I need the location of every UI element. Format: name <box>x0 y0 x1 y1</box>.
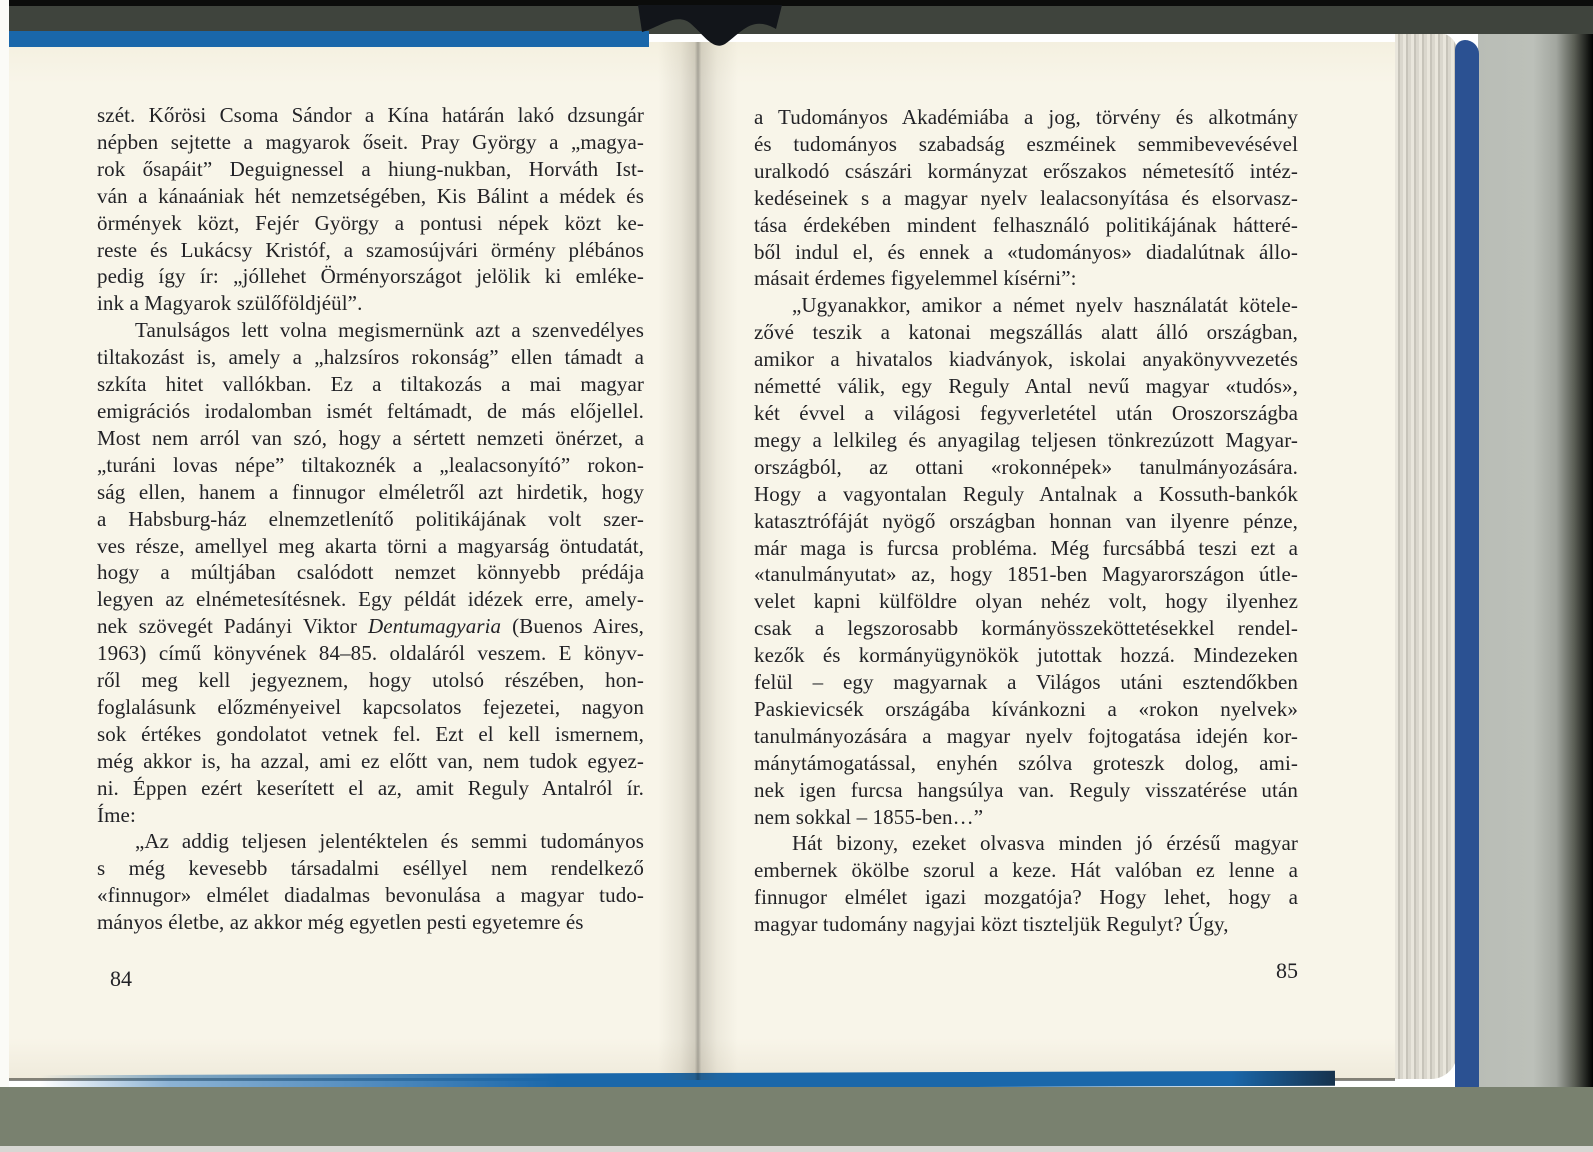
text-line: uralkodó császári kormányzat erőszakos németesítő intéz- <box>754 158 1298 183</box>
text-line: ság ellen, hanem a finnugor elméletről azt hirdetik, hogy <box>97 479 644 504</box>
text-line: még akkor is, ha azzal, ami ez előtt van, nem tudok egyez- <box>97 748 644 773</box>
text-line: velet kapni külföldre olyan nehéz volt, hogy ilyenhez <box>754 589 1298 614</box>
right-page-number: 85 <box>1276 958 1298 983</box>
text-line: tanulmányozására a magyar nyelv fojtogatása idején kor- <box>754 723 1298 748</box>
text-line: foglalásunk előzményeivel kapcsolatos fejezetei, nagyon <box>97 694 644 719</box>
text-line: pedig így ír: „jóllehet Örményországot jelölik ki emléke- <box>97 264 644 289</box>
text-line: magyar tudomány nagyjai közt tiszteljük Regulyt? Úgy, <box>754 912 1229 937</box>
text-line: rok ősapáit” Deguignessel a hiung-nukban, Horváth Ist- <box>97 156 644 181</box>
cover-right-edge <box>1455 40 1479 1102</box>
text-line: Hát bizony, ezeket olvasva minden jó érzésű magyar <box>792 831 1298 856</box>
text-line: Hogy a vagyontalan Reguly Antalnak a Kossuth-bankók <box>754 481 1298 506</box>
scan-bottom-strip <box>0 1146 1593 1152</box>
text-line: Paskievicsék országába kívánkozni a «rokon nyelvek» <box>754 696 1298 721</box>
text-line: németté válik, egy Reguly Antal nevű magyar «tudós», <box>754 374 1298 399</box>
text-line: csak a legszorosabb kormányösszeköttetésekkel rendel- <box>754 616 1298 641</box>
scan-left-edge <box>0 0 9 1090</box>
text-line: hogy a múltjában csalódott nemzet könnyebb prédája <box>97 560 644 585</box>
text-line: mányos életbe, az akkor még egyetlen pesti egyetemre és <box>97 910 584 935</box>
text-line: katasztrófáját nyögő országban honnan van ilyenre pénze, <box>754 508 1298 533</box>
text-line: ink a Magyarok szülőföldjéül”. <box>97 291 363 316</box>
right-page-text <box>754 104 1298 938</box>
text-line: megy a lelkileg és anyagilag teljesen tönkrezúzott Magyar- <box>754 427 1298 452</box>
text-line: és tudományos szabadság eszméinek semmibevevésével <box>754 131 1298 156</box>
text-line: «finnugor» elmélet diadalmas bevonulása a magyar tudo- <box>97 883 644 908</box>
text-line: nem sokkal – 1855-ben…” <box>754 804 984 829</box>
text-line: reste és Lukácsy Kristóf, a szamosújvári örmény plébános <box>97 237 644 262</box>
text-line: ván a kánaániak hét nemzetségében, Kis Bálint a médek és <box>97 183 644 208</box>
left-page-number: 84 <box>110 966 132 991</box>
text-line: nek igen furcsa hangsúlya van. Reguly visszatérése után <box>754 777 1298 802</box>
text-line: legyen az elnémetesítésnek. Egy példát idézek erre, amely- <box>97 587 644 612</box>
left-page-text <box>97 102 644 936</box>
text-line: Most nem arról van szó, hogy a sértett nemzeti önérzet, a <box>97 425 644 450</box>
cover-top-edge <box>9 6 1593 34</box>
text-line: s még kevesebb társadalmi eséllyel nem rendelkező <box>97 856 644 881</box>
text-line: amikor a hivatalos kiadványok, iskolai anyakönyvvezetés <box>754 347 1298 372</box>
text-line: kezők és kormányügynökök jutottak hozzá. Mindezeken <box>754 643 1298 668</box>
text-line: tása érdekében mindent felhasználó politikájának hátteré- <box>754 212 1298 237</box>
text-line: sok értékes gondolatot vetnek fel. Ezt el kell ismernem, <box>97 721 644 746</box>
scan-bottom-shadow <box>0 1087 1593 1146</box>
text-line: a Habsburg-ház elnemzetlenítő politikájának volt szer- <box>97 506 644 531</box>
text-line: ni. Éppen ezért keserített el az, amit Reguly Antalról ír. <box>97 775 644 800</box>
text-line: szkíta hitet vallókban. Ez a tiltakozás a mai magyar <box>97 372 644 397</box>
text-line: ről meg kell jegyeznem, hogy utolsó részében, hon- <box>97 668 644 693</box>
text-line: Íme: <box>97 802 136 827</box>
text-line: «tanulmányutat» az, hogy 1851-ben Magyarországon útle- <box>754 562 1298 587</box>
text-line: „Az addig teljesen jelentéktelen és semmi tudományos <box>135 829 644 854</box>
text-line: zővé teszik a katonai megszállás alatt álló országban, <box>754 320 1298 345</box>
cover-top-blue-stripe <box>9 31 649 47</box>
spine-gutter-shadow <box>658 42 738 1080</box>
text-line: „Ugyanakkor, amikor a német nyelv használatát kötele- <box>792 293 1298 318</box>
text-line: örmények közt, Fejér György a pontusi népek közt ke- <box>97 210 644 235</box>
text-line: emigrációs irodalomban ismét feltámadt, de más előjellel. <box>97 398 644 423</box>
text-line: két évvel a világosi fegyverletétel után Oroszországba <box>754 400 1298 425</box>
text-line: szét. Kőrösi Csoma Sándor a Kína határán lakó dzsungár <box>97 103 644 127</box>
text-line: kedéseinek s a magyar nyelv lealacsonyítása és elsorvasz- <box>754 185 1298 210</box>
text-line: mánytámogatással, enyhén szólva groteszk dolog, ami- <box>754 750 1298 775</box>
text-line: már maga is furcsa probléma. Még furcsábbá teszi ezt a <box>754 535 1298 560</box>
scanner-background <box>1478 0 1593 1152</box>
text-line: 1963) című könyvének 84–85. oldaláról veszem. E könyv- <box>97 641 644 666</box>
page-stack-fore-edge <box>1395 33 1457 1079</box>
text-line: embernek ökölbe szorul a keze. Hát valóban ez lenne a <box>754 858 1298 883</box>
text-line: finnugor elmélet igazi mozgatója? Hogy lehet, hogy a <box>754 885 1298 910</box>
text-line: másait érdemes figyelemmel kísérni”: <box>754 266 1077 291</box>
text-line: ves része, amellyel meg akarta törni a magyarság öntudatát, <box>97 533 644 558</box>
text-line: népben sejtette a magyarok őseit. Pray György a „magya- <box>97 129 644 154</box>
text-line: tiltakozást is, amely a „halzsíros rokonság” ellen támadt a <box>97 345 644 370</box>
text-line: a Tudományos Akadémiába a jog, törvény és alkotmány <box>754 105 1298 129</box>
text-line: nek szövegét Padányi Viktor Dentumagyaria (Buenos Aires, <box>97 614 644 639</box>
text-line: ből indul el, és ennek a «tudományos» diadalútnak állo- <box>754 239 1298 264</box>
text-line: országból, az ottani «rokonnépek» tanulmányozására. <box>754 454 1298 479</box>
text-line: „turáni lovas népe” tiltakoznék a „lealacsonyító” rokon- <box>97 452 644 477</box>
headband-mark <box>630 5 790 51</box>
text-line: felül – egy magyarnak a Világos utáni esztendőkben <box>754 670 1298 695</box>
text-line: Tanulságos lett volna megismernünk azt a szenvedélyes <box>135 318 644 343</box>
